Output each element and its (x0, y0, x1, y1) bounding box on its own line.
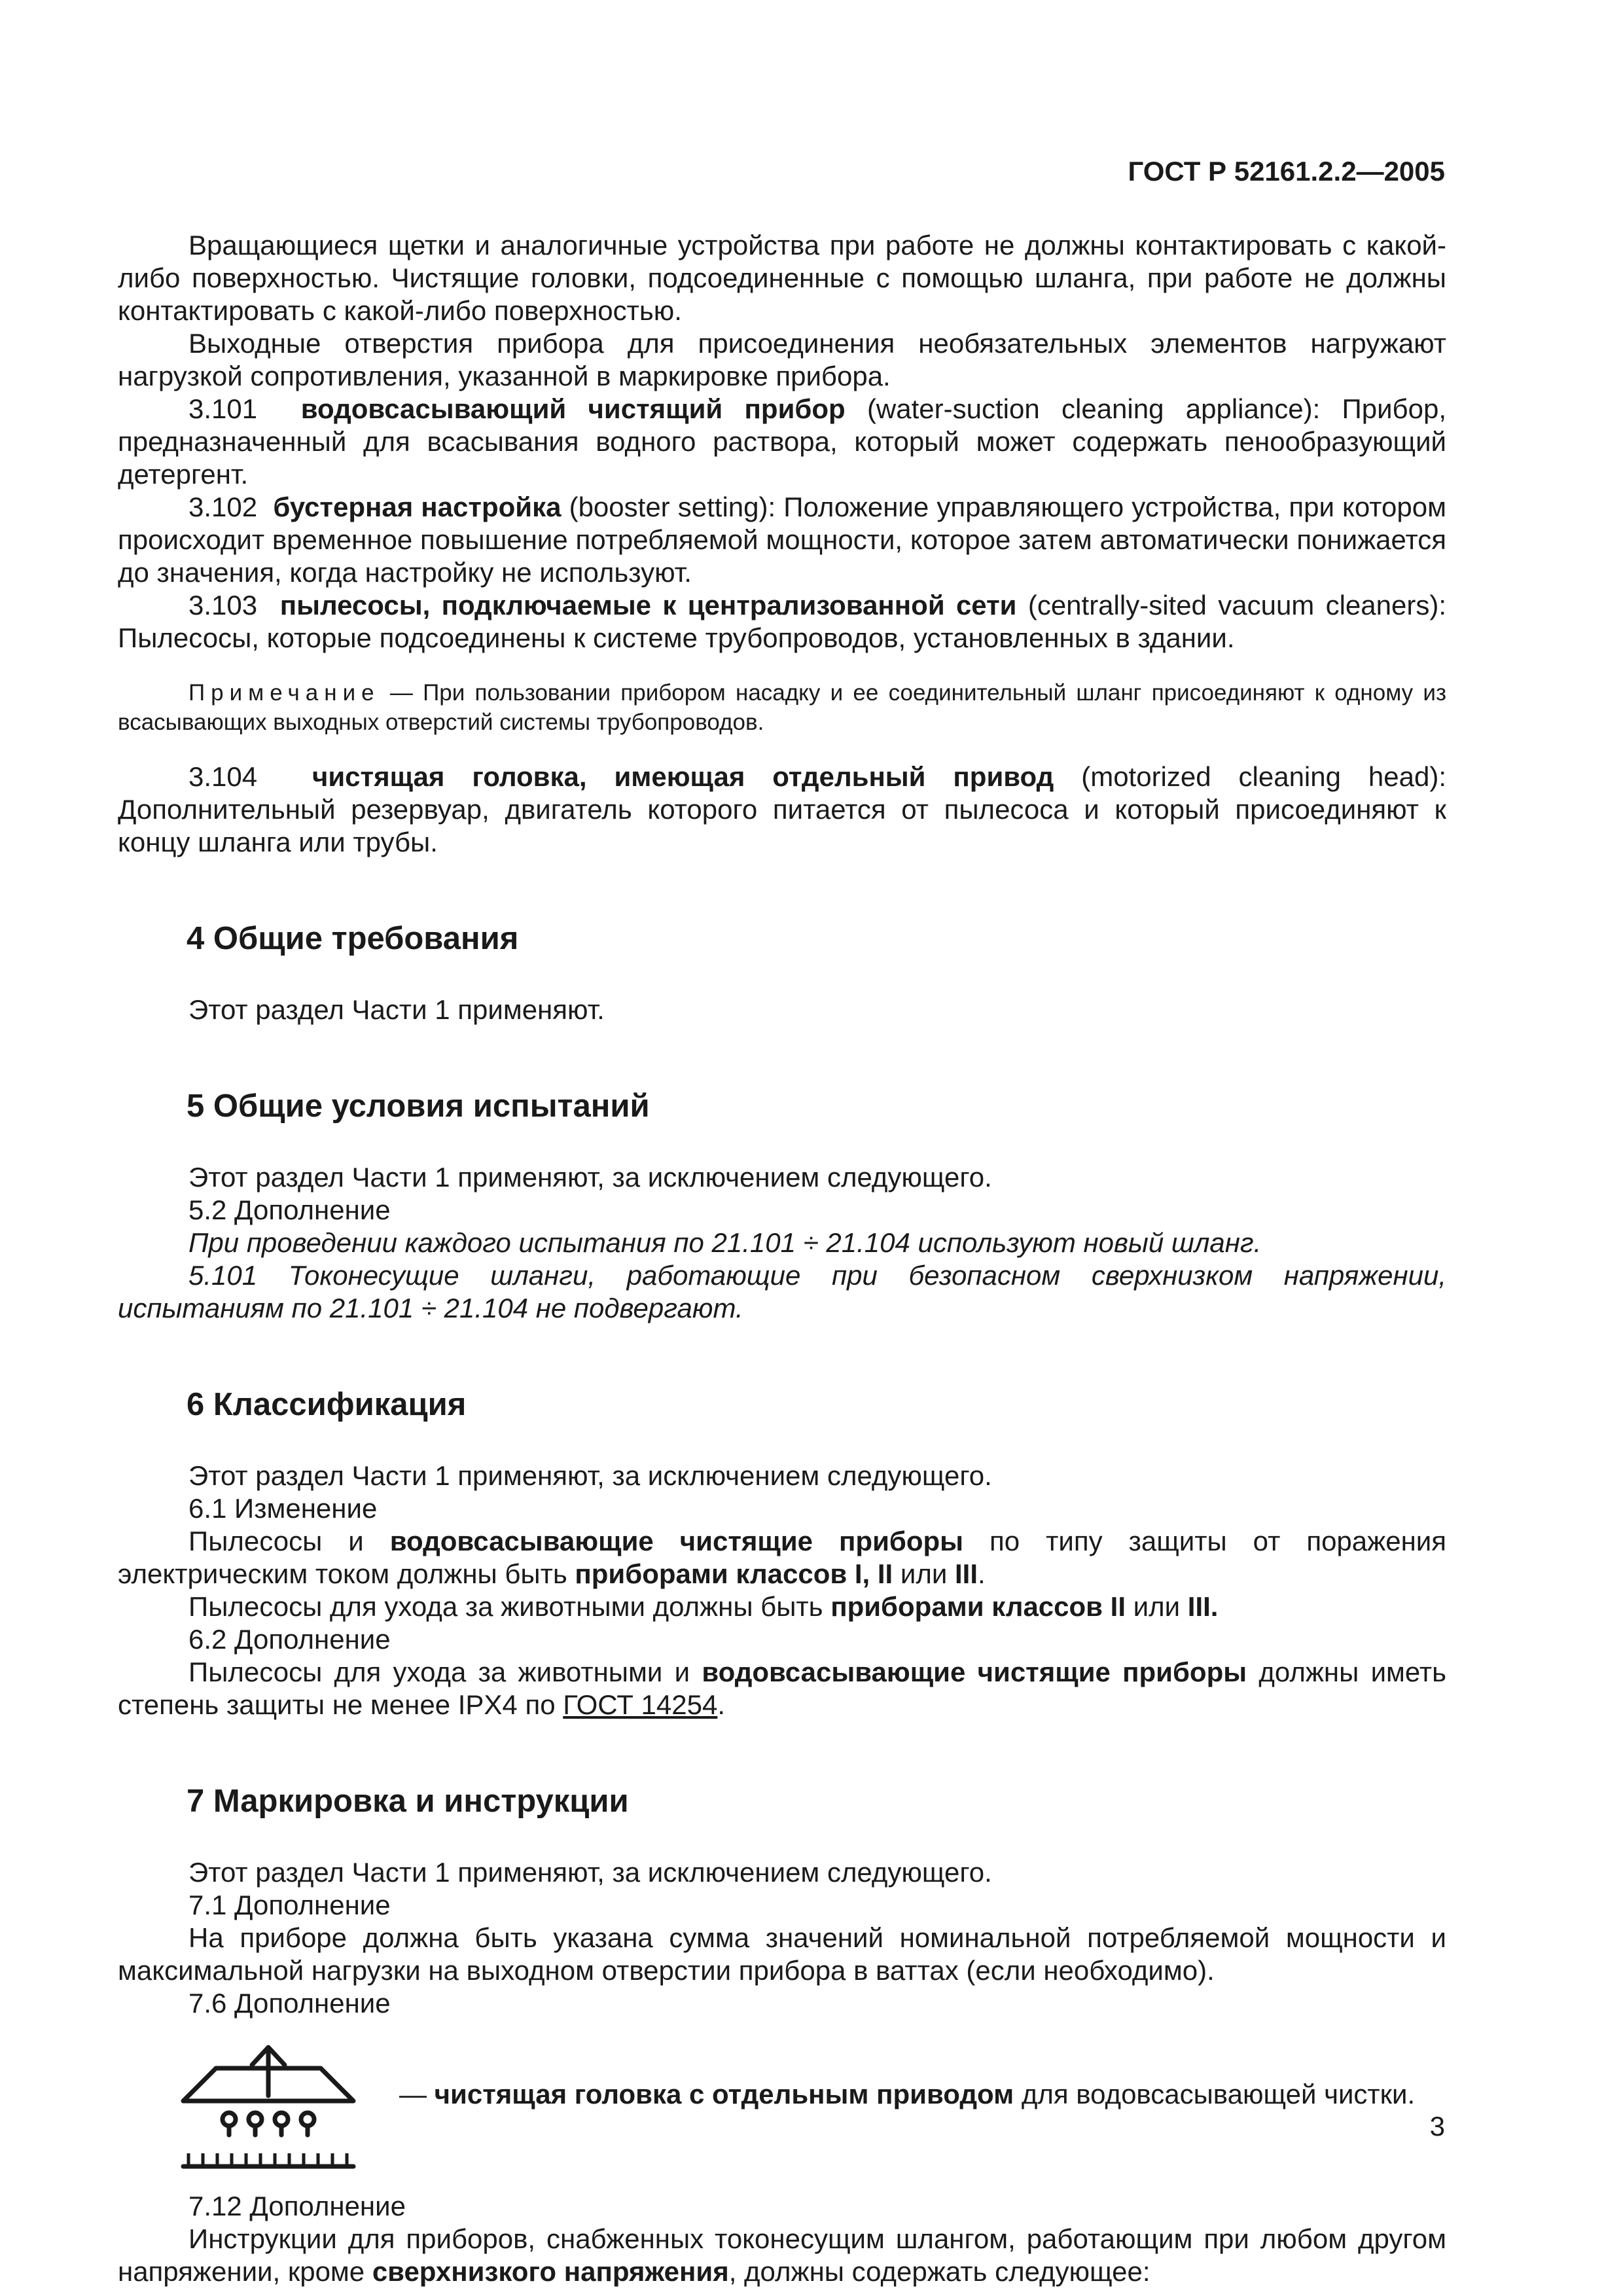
section-5-101-text: 5.101 Токонесущие шланги, работающие при безопасном сверхнизком напряжении, испытаниям по 21.101 ÷ 21.104 не подвергают. (118, 1260, 1446, 1323)
section-7-1-text: На приборе должна быть указана сумма значений номинальной потребляемой мощности и максимальной нагрузки на выходном отверстии прибора в ваттах (если необходимо). (118, 1922, 1446, 1986)
intro-paragraph-2: Выходные отверстия прибора для присоединения необязательных элементов нагружают нагрузкой сопротивления, указанной в маркировке прибора. (118, 328, 1446, 391)
definition-3-103: 3.103 пылесосы, подключаемые к централизованной сети (centrally-sited vacuum cleaners): Пылесосы, которые подсоединены к системе трубопроводов, установленных в здании. (118, 590, 1447, 653)
definition-3-101: 3.101 водовсасывающий чистящий прибор (water-suction cleaning appliance): Прибор, предназначенный для всасывания водного раствора, который может содержать пенообразующий детергент. (118, 393, 1446, 490)
section-7-6-heading: 7.6 Дополнение (188, 1988, 391, 2018)
marking-symbol-row (118, 2036, 1446, 2179)
section-4-text: Этот раздел Части 1 применяют. (188, 994, 605, 1025)
section-6-1-text-2: Пылесосы для ухода за животными должны быть приборами классов II или III. (188, 1591, 1219, 1622)
section-5-text-1: Этот раздел Части 1 применяют, за исключением следующего. (188, 1162, 992, 1193)
section-6-2-text: Пылесосы для ухода за животными и водовсасывающие чистящие приборы должны иметь степень защиты не менее IPX4 по ГОСТ 14254. (118, 1657, 1446, 1720)
page-number: 3 (1429, 2111, 1445, 2142)
section-5-2-text: При проведении каждого испытания по 21.101 ÷ 21.104 используют новый шланг. (188, 1227, 1262, 1258)
section-7-title: 7 Маркировка и инструкции (187, 1784, 629, 1819)
section-7-1-heading: 7.1 Дополнение (188, 1890, 391, 1920)
page-content (118, 229, 1446, 2288)
gost-14254-link[interactable]: ГОСТ 14254 (563, 1689, 718, 1720)
section-7-text-1: Этот раздел Части 1 применяют, за исключением следующего. (188, 1857, 992, 1888)
motorized-cleaning-head-icon (170, 2036, 366, 2179)
section-5-2-heading: 5.2 Дополнение (188, 1194, 391, 1225)
section-4-title: 4 Общие требования (187, 921, 519, 956)
note-label: Примечание (188, 680, 380, 706)
section-6-text-1: Этот раздел Части 1 применяют, за исключением следующего. (188, 1460, 992, 1491)
section-7-12-heading: 7.12 Дополнение (188, 2191, 406, 2221)
document-header: ГОСТ Р 52161.2.2—2005 (1128, 156, 1445, 187)
definition-3-104: 3.104 чистящая головка, имеющая отдельный привод (motorized cleaning head): Дополнительный резервуар, двигатель которого питается от пылесоса и который присоединяют к концу шланга или трубы. (118, 761, 1446, 857)
section-5-title: 5 Общие условия испытаний (187, 1088, 650, 1124)
intro-paragraph-1: Вращающиеся щетки и аналогичные устройства при работе не должны контактировать с какой-либо поверхностью. Чистящие головки, подсоединенные с помощью шланга, при работе не должны контактировать с какой-либо поверхностью. (118, 230, 1446, 326)
section-6-2-heading: 6.2 Дополнение (188, 1624, 391, 1655)
section-6-1-heading: 6.1 Изменение (188, 1493, 378, 1524)
definition-3-102: 3.102 бустерная настройка (booster setting): Положение управляющего устройства, при котором происходит временное повышение потребляемой мощности, которое затем автоматически понижается до значения, когда настройку не используют. (118, 492, 1447, 588)
section-6-title: 6 Классификация (187, 1387, 467, 1422)
note: Примечание — При пользовании прибором насадку и ее соединительный шланг присоединяют к одному из всасывающих выходных отверстий системы трубопроводов. (118, 680, 1446, 735)
section-7-12-text: Инструкции для приборов, снабженных токонесущим шлангом, работающим при любом другом напряжении, кроме сверхнизкого напряжения, должны содержать следующее: (118, 2223, 1446, 2287)
section-6-1-text-1: Пылесосы и водовсасывающие чистящие приборы по типу защиты от поражения электрическим током должны быть приборами классов I, II или III. (118, 1526, 1447, 1589)
symbol-description: — чистящая головка с отдельным приводом для водовсасывающей чистки. (399, 2079, 1416, 2109)
